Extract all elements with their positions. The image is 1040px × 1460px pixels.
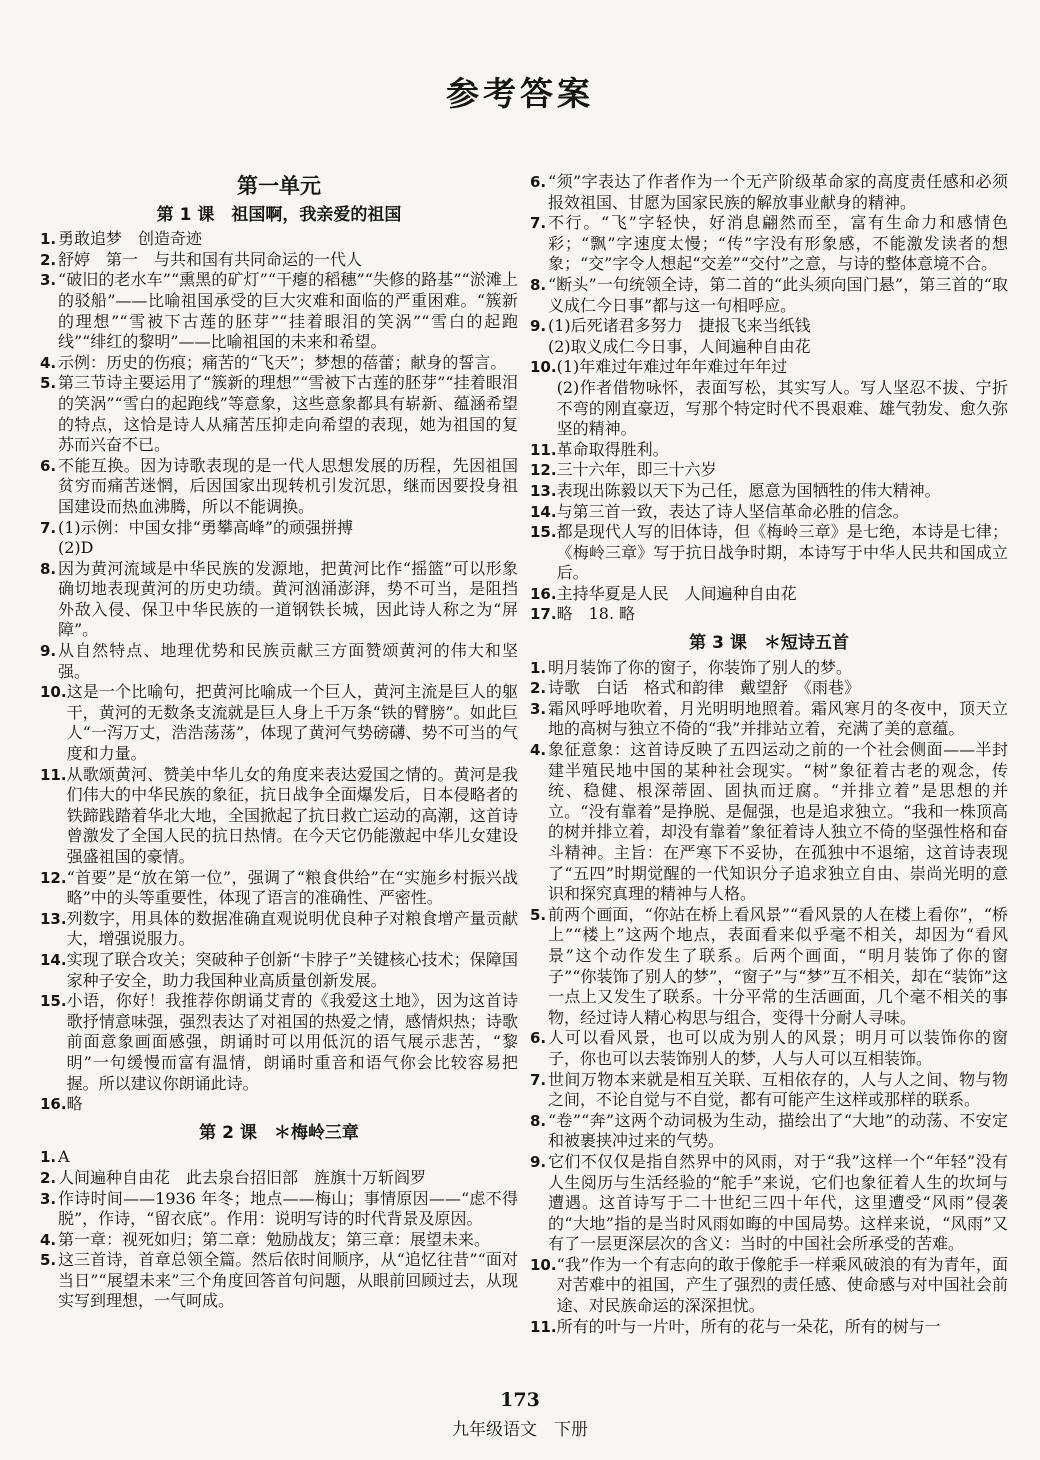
answer-text: 表现出陈毅以天下为己任，愿意为国牺牲的伟大精神。 xyxy=(556,480,941,500)
answer-number: 12. xyxy=(530,461,557,480)
answer-item xyxy=(40,991,518,1094)
answer-text: 这三首诗，首章总领全篇。然后依时间顺序，从“追忆往昔”“面对当日”“展望未来”三个角度回答首句问题，从眼前回顾过去，从现实写到理想，一气呵成。 xyxy=(58,1250,518,1311)
answer-number: 8. xyxy=(530,275,547,294)
answer-number: 9. xyxy=(530,317,547,336)
answer-text: “卷”“奔”这两个动词极为生动，描绘出了“大地”的动荡、不安定和被裹挟冲过来的气势。 xyxy=(548,1110,1008,1151)
answer-item xyxy=(530,357,1008,439)
answer-item xyxy=(530,699,1008,740)
answer-item xyxy=(530,440,1008,461)
answer-item xyxy=(40,868,518,909)
answer-text: 三十六年，即三十六岁 xyxy=(556,460,717,480)
answer-text: 诗歌 白话 格式和韵律 戴望舒 《雨巷》 xyxy=(548,678,861,698)
answer-number: 5. xyxy=(530,905,547,924)
answer-number: 16. xyxy=(530,584,557,603)
answer-item xyxy=(530,604,1008,625)
answer-item xyxy=(40,950,518,991)
answer-item xyxy=(40,559,518,641)
answer-number: 11. xyxy=(530,1317,557,1336)
answer-item xyxy=(530,213,1008,275)
answer-number: 7. xyxy=(530,214,547,233)
answer-item xyxy=(530,658,1008,679)
answer-item xyxy=(40,229,518,250)
answer-number: 11. xyxy=(40,765,67,784)
answer-item xyxy=(530,1255,1008,1317)
answer-text: 第一章：视死如归；第二章：勉励战友；第三章：展望未来。 xyxy=(58,1229,491,1249)
answer-text: 略 18. 略 xyxy=(556,604,636,624)
answer-text: 实现了联合攻关；突破种子创新“卡脖子”关键核心技术；保障国家种子安全，助力我国种业高质量创新发展。 xyxy=(66,949,518,990)
answer-text: 舒婷 第一 与共和国有共同命运的一代人 xyxy=(58,249,363,269)
answer-number: 4. xyxy=(530,741,547,760)
answer-number: 13. xyxy=(530,481,557,500)
answer-text: 列数字，用具体的数据准确直观说明优良种子对粮食增产量贡献大，增强说服力。 xyxy=(66,908,518,949)
answer-item xyxy=(530,502,1008,523)
answer-number: 11. xyxy=(530,440,557,459)
answer-number: 16. xyxy=(40,1095,67,1114)
answer-text: 前两个画面，“你站在桥上看风景”“看风景的人在楼上看你”，“桥上”“楼上”这两个地点，表面看来似乎毫不相关，却因为“看风景”这个动作发生了联系。后两个画面，“明月装饰了你的窗子”“你装饰了别人的梦”，“窗子”与“梦”互不相关，却在“装饰”这一点上又发生了联系。十分平常的生活画面，几个毫不相关的事物，经过诗人精心构思与组合，变得十分耐人寻味。 xyxy=(548,904,1008,1027)
answer-text: “我”作为一个有志向的敢于像舵手一样乘风破浪的有为青年，面对苦难中的祖国，产生了强烈的责任感、使命感与对中国社会前途、对民族命运的深深担忧。 xyxy=(556,1254,1008,1316)
answer-number: 5. xyxy=(40,1251,57,1270)
answer-number: 6. xyxy=(40,456,57,475)
answer-item xyxy=(530,584,1008,605)
answer-text: (1)示例：中国女排“勇攀高峰”的顽强拼搏 (2)D xyxy=(58,517,354,558)
answer-item xyxy=(530,172,1008,213)
answer-number: 8. xyxy=(530,1111,547,1130)
answer-number: 14. xyxy=(40,950,67,969)
lesson-3-title: 第 3 课 ＊短诗五首 xyxy=(689,633,849,654)
answer-text: 从歌颂黄河、赞美中华儿女的角度来表达爱国之情的。黄河是我们伟大的中华民族的象征，抗日战争全面爆发后，日本侵略者的铁蹄践踏着华北大地，全国掀起了抗日救亡运动的高潮，这首诗曾激发了全国人民的抗日热情。在今天它仍能激起中华儿女建设强盛祖国的豪情。 xyxy=(66,764,518,866)
answer-item xyxy=(40,373,518,455)
answer-text: 霜风呼呼地吹着，月光明明地照着。霜风寒月的冬夜中，顶天立地的高树与独立不倚的“我”并排站立着，充满了美的意蕴。 xyxy=(548,698,1008,739)
answer-item xyxy=(530,275,1008,316)
answer-text: 主持华夏是人民 人间遍种自由花 xyxy=(556,583,797,603)
answer-item xyxy=(530,460,1008,481)
answer-number: 15. xyxy=(40,992,67,1011)
answer-text: “断头”一句统领全诗，第二首的“此头须向国门悬”，第三首的“取义成仁今日事”都与这一句相呼应。 xyxy=(548,274,1008,315)
page-number: 173 xyxy=(500,1389,540,1411)
answer-text: “须”字表达了作者作为一个无产阶级革命家的高度责任感和必须报效祖国、甘愿为国家民族的解放事业献身的精神。 xyxy=(548,172,1008,212)
answer-number: 3. xyxy=(40,271,57,290)
answer-text: 因为黄河流域是中华民族的发源地，把黄河比作“摇篮”可以形象确切地表现黄河的历史功绩。黄河汹涌澎湃，势不可当，是阻挡外敌入侵、保卫中华民族的一道钢铁长城，因此诗人称之为“屏障”。 xyxy=(58,558,518,640)
answer-text: “首要”是“放在第一位”，强调了“粮食供给”在“实施乡村振兴战略”中的头等重要性，体现了语言的准确性、严密性。 xyxy=(66,867,518,908)
answer-number: 1. xyxy=(40,1148,57,1167)
answer-item xyxy=(40,1168,518,1189)
answer-text: 示例：历史的伤痕；痛苦的“飞天”；梦想的蓓蕾；献身的誓言。 xyxy=(58,352,507,372)
answer-item xyxy=(530,1070,1008,1111)
answer-text: 都是现代人写的旧体诗，但《梅岭三章》是七绝，本诗是七律；《梅岭三章》写于抗日战争时期，本诗写于中华人民共和国成立后。 xyxy=(556,522,1008,583)
right-column xyxy=(530,172,1008,1337)
answer-text: 与第三首一致，表达了诗人坚信革命必胜的信念。 xyxy=(556,501,909,521)
answer-item xyxy=(530,678,1008,699)
answer-item xyxy=(40,518,518,559)
lesson-2-answers-continued xyxy=(530,172,1008,625)
answer-text: 第三节诗主要运用了“簇新的理想”“雪被下古莲的胚芽”“挂着眼泪的笑涡”“雪白的起跑线”等意象，这些意象都具有崭新、蕴涵希望的特点，这恰是诗人从痛苦压抑走向希望的表现，她为祖国的复苏而兴奋不已。 xyxy=(58,373,518,455)
answer-text: (1)后死诸君多努力 捷报飞来当纸钱 (2)取义成仁今日事，人间遍种自由花 xyxy=(548,316,811,356)
book-title: 九年级语文 下册 xyxy=(452,1420,588,1440)
answer-number: 2. xyxy=(530,679,547,698)
answer-item xyxy=(530,905,1008,1029)
answer-item xyxy=(40,270,518,352)
answer-number: 10. xyxy=(530,1255,557,1274)
answer-item xyxy=(530,1317,1008,1338)
answer-text: 作诗时间——1936 年冬；地点——梅山；事情原因——“虑不得脱”，作诗，“留衣底”。作用：说明写诗的时代背景及原因。 xyxy=(58,1188,518,1229)
answer-number: 1. xyxy=(530,658,547,677)
answer-number: 12. xyxy=(40,868,67,887)
answer-item xyxy=(40,765,518,868)
answer-text: 象征意象：这首诗反映了五四运动之前的一个社会侧面——半封建半殖民地中国的某种社会现实。“树”象征着古老的观念，传统、稳健、根深蒂固、固执而迂腐。“并排立着”是思想的并立。“没有靠着”是挣脱、是倔强，也是追求独立。“我和一株顶高的树并排立着，却没有靠着”象征着诗人独立不倚的坚强性格和奋斗精神。主旨：在严寒下不妥协，在孤独中不退缩，这首诗表现了“五四”时期觉醒的一代知识分子追求独立自由、崇尚光明的意识和探究真理的精神与人格。 xyxy=(548,740,1008,904)
answer-text: 从自然特点、地理优势和民族贡献三方面赞颂黄河的伟大和坚强。 xyxy=(58,641,518,681)
answer-number: 4. xyxy=(40,353,57,372)
answer-text: 勇敢追梦 创造奇迹 xyxy=(58,229,203,249)
lesson-3-answers xyxy=(530,658,1008,1338)
answer-text: 小语，你好！我推荐你朗诵艾青的《我爱这土地》，因为这首诗歌抒情意味强，强烈表达了对祖国的热爱之情，感情炽热；诗歌前面意象画面感强，朗诵时可以用低沉的语气展示悲苦，“黎明”一句缓慢而富有温情，朗诵时重音和语气你会比较容易把握。所以建议你朗诵此诗。 xyxy=(66,991,518,1093)
answer-number: 6. xyxy=(530,173,547,191)
answer-number: 14. xyxy=(530,502,557,521)
answer-item xyxy=(530,1152,1008,1255)
answer-number: 3. xyxy=(40,1189,57,1208)
answer-text: 明月装饰了你的窗子，你装饰了别人的梦。 xyxy=(548,657,853,677)
answer-text: 人可以看风景，也可以成为别人的风景；明月可以装饰你的窗子，你也可以去装饰别人的梦，人与人可以互相装饰。 xyxy=(548,1028,1008,1068)
answer-number: 4. xyxy=(40,1230,57,1249)
answer-item xyxy=(530,481,1008,502)
answer-text: 这是一个比喻句，把黄河比喻成一个巨人，黄河主流是巨人的躯干，黄河的无数条支流就是巨人身上千万条“铁的臂膀”。如此巨人“一泻万丈，浩浩荡荡”，体现了黄河气势磅礴、势不可当的气度和力量。 xyxy=(66,682,518,764)
answer-item xyxy=(40,682,518,764)
answer-number: 15. xyxy=(530,523,557,542)
left-column xyxy=(40,170,518,1312)
answer-text: (1)年难过年难过年年难过年年过 (2)作者借物咏怀，表面写松，其实写人。写人坚忍不拔、宁折不弯的刚直豪迈，写那个特定时代不畏艰难、雄气勃发、愈久弥坚的精神。 xyxy=(556,357,1008,439)
answer-number: 5. xyxy=(40,374,57,393)
answer-item xyxy=(40,641,518,682)
answer-text: 世间万物本来就是相互关联、互相依存的，人与人之间、物与物之间，不论自觉与不自觉，都有可能产生这样或那样的联系。 xyxy=(548,1069,1008,1110)
answer-number: 6. xyxy=(530,1029,547,1048)
answer-number: 13. xyxy=(40,909,67,928)
answer-item xyxy=(530,740,1008,905)
answer-number: 7. xyxy=(40,518,57,537)
lesson-1-answers xyxy=(40,229,518,1115)
answer-text: 所有的叶与一片叶，所有的花与一朵花，所有的树与一 xyxy=(556,1316,941,1336)
answer-item xyxy=(530,1028,1008,1069)
answer-item xyxy=(40,1250,518,1312)
answer-item xyxy=(40,1094,518,1115)
lesson-2-title: 第 2 课 ＊梅岭三章 xyxy=(199,1122,359,1143)
answer-text: 不行。“飞”字轻快，好消息翩然而至，富有生命力和感情色彩；“飘”字速度太慢；“传”字没有形象感，不能激发读者的想象；“交”字令人想起“交差”“交付”之意，与诗的整体意境不合。 xyxy=(548,213,1008,274)
unit-title: 第一单元 xyxy=(237,174,321,198)
answer-text: 革命取得胜利。 xyxy=(556,439,669,459)
answer-text: A xyxy=(58,1147,70,1167)
answer-item xyxy=(40,250,518,271)
answer-item xyxy=(40,456,518,518)
answer-item xyxy=(40,353,518,374)
answer-number: 1. xyxy=(40,230,57,249)
answer-item xyxy=(530,522,1008,584)
answer-item xyxy=(40,1147,518,1168)
answer-item xyxy=(530,1111,1008,1152)
answer-number: 10. xyxy=(530,358,557,377)
answer-item xyxy=(40,1189,518,1230)
answer-item xyxy=(40,1230,518,1251)
answer-number: 9. xyxy=(530,1152,547,1171)
answer-number: 17. xyxy=(530,605,557,624)
lesson-1-title: 第 1 课 祖国啊，我亲爱的祖国 xyxy=(156,204,402,225)
answer-text: 不能互换。因为诗歌表现的是一代人思想发展的历程，先因祖国贫穷而痛苦迷惘，后因国家出现转机引发沉思，继而因要投身祖国建设而热血沸腾，所以不能调换。 xyxy=(58,455,518,516)
answer-number: 10. xyxy=(40,683,67,702)
answer-item xyxy=(530,316,1008,357)
answer-number: 3. xyxy=(530,699,547,718)
answer-number: 7. xyxy=(530,1070,547,1089)
answer-item xyxy=(40,909,518,950)
answer-text: 人间遍种自由花 此去泉台招旧部 旌旗十万斩阎罗 xyxy=(58,1167,427,1187)
answer-number: 9. xyxy=(40,642,57,661)
answer-text: “破旧的老水车”“熏黑的矿灯”“干瘪的稻穗”“失修的路基”“淤滩上的驳船”——比喻祖国承受的巨大灾难和面临的严重困难。“簇新的理想”“雪被下古莲的胚芽”“挂着眼泪的笑涡”“雪白的起跑线”“绯红的黎明”——比喻祖国的未来和希望。 xyxy=(58,270,518,352)
answer-number: 2. xyxy=(40,1168,57,1187)
answer-number: 2. xyxy=(40,250,57,269)
answer-text: 略 xyxy=(66,1094,83,1114)
lesson-2-answers xyxy=(40,1147,518,1312)
answer-number: 8. xyxy=(40,559,57,578)
answer-text: 它们不仅仅是指自然界中的风雨，对于“我”这样一个“年轻”没有人生阅历与生活经验的“舵手”来说，它们也象征着人生的坎坷与遭遇。这首诗写于二十世纪三四十年代，这里遭受“风雨”侵袭的“大地”指的是当时风雨如晦的中国局势。这样来说，“风雨”又有了一层更深层次的含义：当时的中国社会所承受的苦难。 xyxy=(548,1151,1008,1254)
page-title: 参考答案 xyxy=(446,74,594,113)
